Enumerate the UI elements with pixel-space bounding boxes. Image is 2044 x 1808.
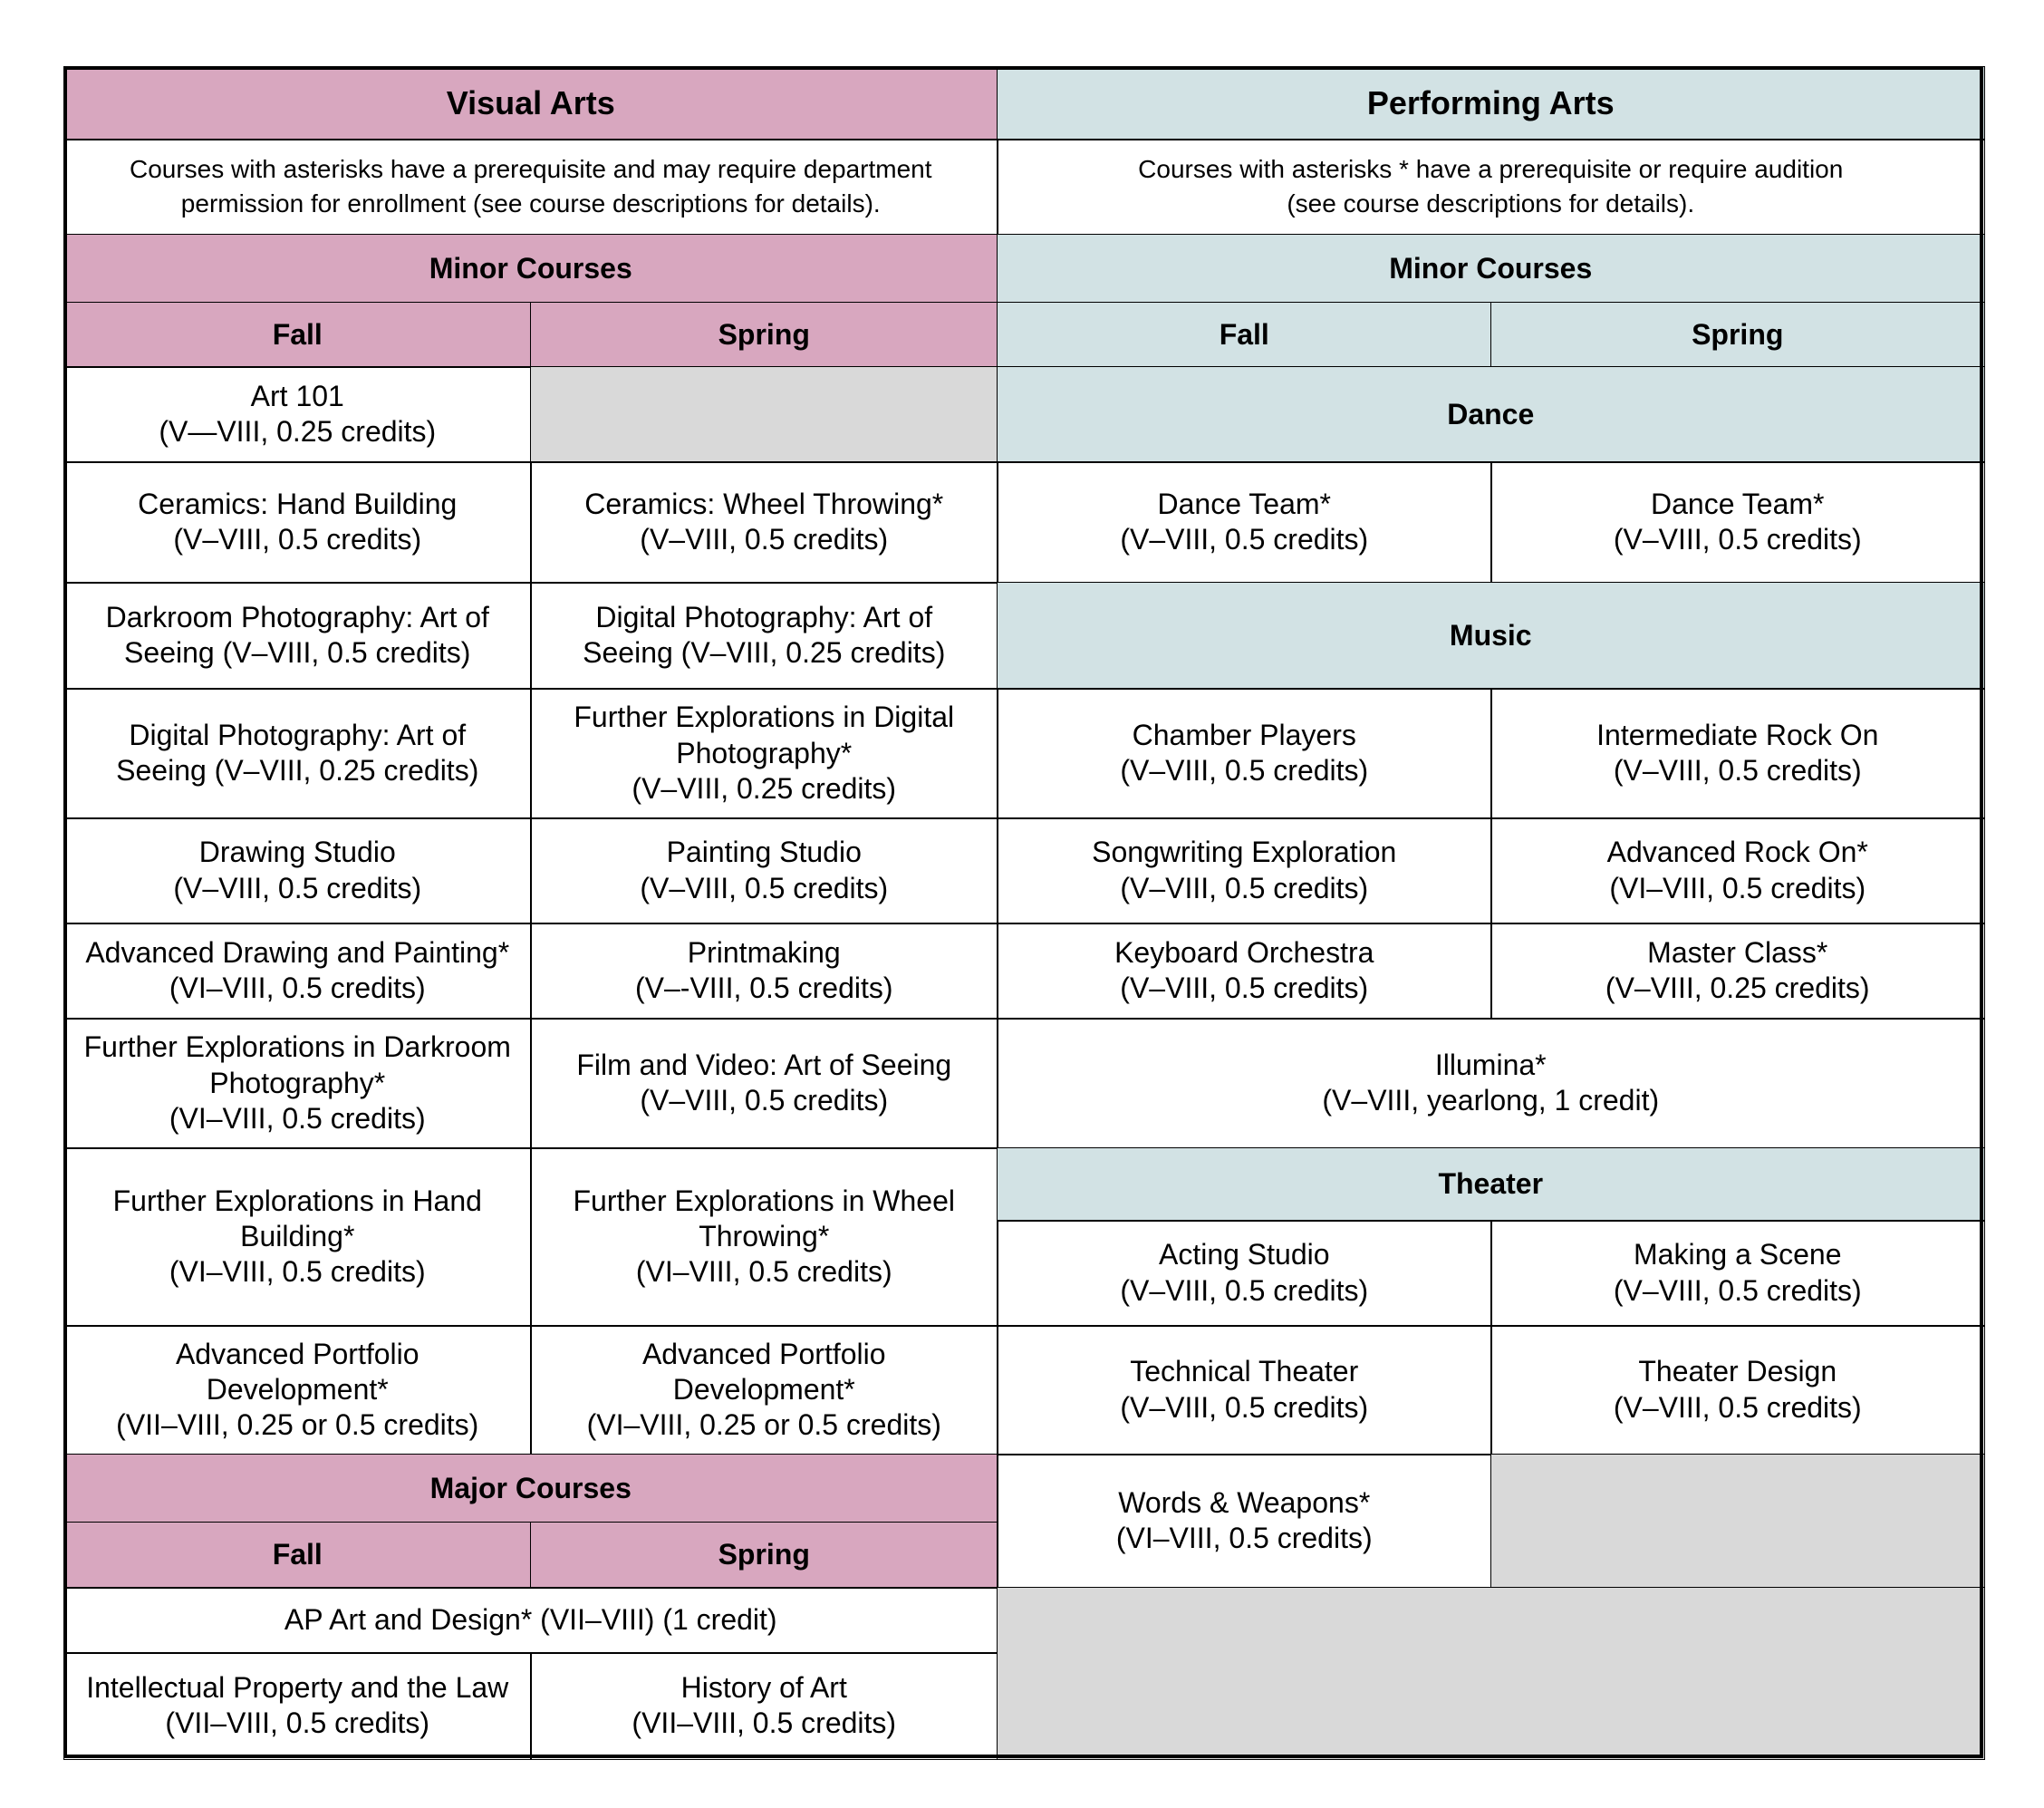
text-line: Advanced Portfolio	[641, 1337, 886, 1370]
text-line: Further Explorations in Darkroom	[83, 1030, 511, 1064]
visual-fall-course	[63, 688, 532, 819]
visual-fall-course	[63, 923, 532, 1020]
text-line: Making a Scene	[1634, 1238, 1842, 1271]
text-line: History of Art	[680, 1670, 847, 1704]
text-line: Fall	[1219, 317, 1269, 351]
visual-spring-course-text	[573, 1184, 955, 1291]
text-line: Spring	[1692, 317, 1784, 351]
visual-fall-course-text	[173, 835, 421, 906]
visual-spring-course-text	[576, 1048, 951, 1119]
text-line: (V–VIII, 0.25 credits)	[1605, 972, 1870, 1005]
text-line: Seeing (V–VIII, 0.5 credits)	[124, 636, 471, 670]
text-line: Words & Weapons*	[1118, 1485, 1371, 1519]
empty-cell	[1490, 1454, 1985, 1589]
text-line: Intermediate Rock On	[1596, 718, 1879, 751]
music-spring-course-text	[1605, 935, 1870, 1007]
visual-spring-header	[530, 302, 998, 368]
text-line: (VII–VIII, 0.25 or 0.5 credits)	[116, 1408, 479, 1442]
text-line: Fall	[272, 1538, 323, 1571]
text-line: Minor Courses	[1389, 251, 1593, 285]
text-line: Digital Photography: Art of	[129, 718, 467, 751]
text-line: Further Explorations in Wheel	[573, 1184, 955, 1217]
performing-arts-note	[997, 139, 1985, 236]
music-spring-course	[1490, 817, 1985, 924]
dance-spring-course-text	[1614, 487, 1862, 558]
visual-spring-header-text	[718, 317, 810, 353]
text-line: Photography*	[209, 1066, 386, 1099]
text-line: Seeing (V–VIII, 0.25 credits)	[116, 754, 479, 788]
text-line: Drawing Studio	[198, 836, 396, 869]
text-line: (VI–VIII, 0.5 credits)	[635, 1255, 892, 1289]
text-line: Advanced Drawing and Painting*	[85, 935, 510, 969]
text-line: Performing Arts	[1366, 83, 1615, 121]
text-line: (V–VIII, 0.5 credits)	[1120, 972, 1369, 1005]
text-line: Development*	[206, 1373, 389, 1407]
visual-spring-course	[530, 923, 998, 1020]
visual-fall-course-text	[138, 487, 457, 558]
theater-spring-course-text	[1614, 1237, 1862, 1309]
dance-spring-course	[1490, 461, 1985, 584]
text-line: Throwing*	[699, 1220, 830, 1253]
text-line: Film and Video: Art of Seeing	[576, 1048, 952, 1081]
performing-minor-header	[997, 234, 1985, 304]
music-spring-course-text	[1607, 835, 1868, 906]
text-line: Theater Design	[1638, 1355, 1837, 1388]
text-line: Painting Studio	[666, 836, 862, 869]
text-line: Dance Team*	[1157, 487, 1331, 520]
text-line: Songwriting Exploration	[1092, 836, 1397, 869]
music-fall-course-text	[1092, 835, 1396, 906]
empty-cell	[997, 1587, 1985, 1760]
text-line: Advanced Rock On*	[1606, 836, 1868, 869]
theater-fall-course	[997, 1454, 1492, 1589]
text-line: Darkroom Photography: Art of	[105, 600, 489, 633]
text-line: (VI–VIII, 0.5 credits)	[169, 1255, 426, 1289]
performing-arts-title-text	[1367, 83, 1615, 123]
performing-fall-header-text	[1220, 317, 1269, 353]
text-line: Major Courses	[429, 1471, 632, 1504]
visual-arts-title-text	[447, 83, 615, 123]
visual-spring-course	[530, 817, 998, 924]
performing-spring-header	[1490, 302, 1985, 368]
visual-fall-course	[63, 1325, 532, 1455]
visual-spring-course-text	[584, 487, 943, 558]
text-line: (VI–VIII, 0.25 or 0.5 credits)	[586, 1408, 941, 1442]
text-line: Theater	[1438, 1167, 1544, 1201]
visual-major-course	[63, 1587, 998, 1654]
visual-major-spring-course	[530, 1652, 998, 1760]
visual-major-header	[63, 1454, 998, 1523]
text-line: Courses with asterisks have a prerequisite and may require department	[129, 154, 932, 183]
text-line: Photography*	[676, 736, 853, 769]
music-spring-course	[1490, 923, 1985, 1020]
visual-major-spring-header	[530, 1522, 998, 1589]
text-line: (V–VIII, 0.5 credits)	[1613, 1390, 1862, 1424]
text-line: (V–VIII, 0.25 credits)	[632, 771, 897, 805]
text-line: (V–VIII, 0.5 credits)	[1613, 754, 1862, 788]
performing-arts-note-text	[1138, 152, 1843, 222]
illumina-course-text	[1322, 1048, 1659, 1119]
text-line: (V–-VIII, 0.5 credits)	[634, 972, 893, 1005]
visual-spring-course	[530, 1018, 998, 1149]
visual-spring-course-text	[640, 835, 888, 906]
text-line: (V–VIII, 0.5 credits)	[640, 871, 889, 904]
performing-spring-header-text	[1692, 317, 1783, 353]
visual-minor-header	[63, 234, 998, 304]
text-line: Ceramics: Hand Building	[138, 487, 458, 520]
visual-fall-course-text	[116, 1337, 478, 1444]
visual-fall-course-text	[113, 1184, 482, 1291]
text-line: (V–VIII, 0.5 credits)	[1120, 754, 1369, 788]
music-header-text	[1450, 618, 1532, 653]
text-line: Dance Team*	[1650, 487, 1825, 520]
text-line: Fall	[272, 317, 323, 351]
text-line: Music	[1449, 618, 1532, 652]
dance-fall-course	[997, 461, 1492, 584]
text-line: Minor Courses	[429, 251, 632, 285]
visual-fall-course	[63, 582, 532, 690]
text-line: (V–VIII, 0.5 credits)	[640, 1084, 889, 1117]
text-line: Development*	[672, 1373, 855, 1407]
visual-spring-course-text	[574, 700, 954, 807]
visual-fall-course	[63, 817, 532, 924]
visual-fall-course	[63, 1147, 532, 1327]
visual-spring-course-text	[587, 1337, 941, 1444]
text-line: (VII–VIII, 0.5 credits)	[165, 1706, 430, 1740]
text-line: (V—VIII, 0.25 credits)	[159, 415, 437, 449]
visual-arts-title	[63, 66, 998, 140]
visual-fall-course-text	[159, 379, 436, 450]
text-line: Building*	[240, 1220, 355, 1253]
illumina-course	[997, 1018, 1985, 1149]
text-line: Master Class*	[1647, 935, 1828, 969]
text-line: (see course descriptions for details).	[1287, 189, 1695, 218]
text-line: Further Explorations in Digital	[574, 701, 955, 734]
text-line: (V–VIII, 0.5 credits)	[1613, 523, 1862, 556]
visual-major-fall-header	[63, 1522, 532, 1589]
theater-spring-course-text	[1614, 1354, 1862, 1426]
visual-fall-header-text	[273, 317, 323, 353]
theater-fall-course-text	[1120, 1354, 1368, 1426]
music-fall-course	[997, 923, 1492, 1020]
text-line: Technical Theater	[1130, 1355, 1359, 1388]
music-fall-course	[997, 817, 1492, 924]
text-line: (V–VIII, 0.5 credits)	[1120, 523, 1369, 556]
text-line: (V–VIII, 0.5 credits)	[1120, 1273, 1369, 1307]
text-line: Printmaking	[687, 935, 841, 969]
text-line: Acting Studio	[1158, 1238, 1330, 1271]
text-line: (VI–VIII, 0.5 credits)	[169, 1101, 426, 1135]
visual-spring-course	[530, 1325, 998, 1455]
theater-header-text	[1438, 1166, 1543, 1202]
visual-fall-course	[63, 1018, 532, 1149]
text-line: Spring	[718, 1538, 810, 1571]
theater-fall-course-text	[1120, 1237, 1368, 1309]
text-line: Illumina*	[1434, 1048, 1547, 1081]
visual-minor-header-text	[429, 251, 632, 286]
music-spring-course	[1490, 688, 1985, 819]
performing-arts-title	[997, 66, 1985, 140]
text-line: permission for enrollment (see course descriptions for details).	[180, 189, 881, 218]
music-header	[997, 582, 1985, 690]
visual-major-header-text	[430, 1471, 632, 1506]
text-line: Further Explorations in Hand	[112, 1184, 482, 1217]
visual-major-spring-header-text	[718, 1537, 810, 1572]
text-line: Advanced Portfolio	[175, 1337, 419, 1370]
text-line: Visual Arts	[446, 83, 615, 121]
visual-fall-header	[63, 302, 532, 368]
visual-spring-course	[530, 688, 998, 819]
visual-major-spring-course-text	[632, 1670, 896, 1742]
text-line: Chamber Players	[1132, 718, 1356, 751]
visual-fall-course-text	[106, 600, 489, 672]
text-line: AP Art and Design* (VII–VIII) (1 credit)	[284, 1603, 777, 1637]
text-line: Courses with asterisks * have a prerequisite or require audition	[1138, 154, 1844, 183]
theater-header	[997, 1147, 1985, 1222]
text-line: Spring	[718, 317, 810, 351]
text-line: (VI–VIII, 0.5 credits)	[1609, 871, 1866, 904]
visual-fall-course	[63, 461, 532, 584]
text-line: (VI–VIII, 0.5 credits)	[169, 972, 426, 1005]
performing-minor-header-text	[1389, 251, 1592, 286]
music-fall-course-text	[1114, 935, 1374, 1007]
visual-fall-course-text	[116, 718, 478, 789]
text-line: Ceramics: Wheel Throwing*	[584, 487, 944, 520]
dance-header-text	[1447, 397, 1534, 432]
theater-fall-course-text	[1116, 1485, 1373, 1557]
visual-spring-course	[530, 1147, 998, 1327]
text-line: (VI–VIII, 0.5 credits)	[1115, 1522, 1373, 1555]
theater-spring-course	[1490, 1325, 1985, 1455]
visual-spring-course	[530, 582, 998, 690]
visual-major-course-text	[284, 1602, 777, 1638]
visual-major-fall-header-text	[273, 1537, 323, 1572]
empty-cell	[530, 366, 998, 463]
music-spring-course-text	[1596, 718, 1878, 789]
text-line: Keyboard Orchestra	[1114, 935, 1374, 969]
text-line: (V–VIII, 0.5 credits)	[1613, 1273, 1862, 1307]
text-line: (V–VIII, yearlong, 1 credit)	[1322, 1084, 1660, 1117]
visual-major-fall-course	[63, 1652, 532, 1760]
visual-fall-course-text	[84, 1030, 511, 1136]
text-line: Seeing (V–VIII, 0.25 credits)	[583, 636, 946, 670]
visual-spring-course	[530, 461, 998, 584]
visual-fall-course-text	[85, 935, 509, 1007]
text-line: Intellectual Property and the Law	[86, 1670, 509, 1704]
theater-fall-course	[997, 1325, 1492, 1455]
visual-major-fall-course-text	[86, 1670, 508, 1742]
visual-arts-note	[63, 139, 998, 236]
text-line: Digital Photography: Art of	[595, 600, 933, 633]
text-line: Dance	[1447, 397, 1535, 430]
visual-spring-course-text	[635, 935, 893, 1007]
text-line: (V–VIII, 0.5 credits)	[173, 523, 422, 556]
dance-fall-course-text	[1120, 487, 1368, 558]
text-line: (V–VIII, 0.5 credits)	[1120, 1390, 1369, 1424]
visual-arts-note-text	[130, 152, 932, 222]
text-line: (V–VIII, 0.5 credits)	[640, 523, 889, 556]
performing-fall-header	[997, 302, 1492, 368]
text-line: (VII–VIII, 0.5 credits)	[632, 1706, 897, 1740]
music-fall-course	[997, 688, 1492, 819]
dance-header	[997, 366, 1985, 463]
visual-fall-course	[63, 366, 532, 463]
text-line: Art 101	[250, 379, 344, 412]
theater-fall-course	[997, 1220, 1492, 1327]
text-line: (V–VIII, 0.5 credits)	[173, 871, 422, 904]
music-fall-course-text	[1120, 718, 1368, 789]
text-line: (V–VIII, 0.5 credits)	[1120, 871, 1369, 904]
visual-spring-course-text	[583, 600, 945, 672]
theater-spring-course	[1490, 1220, 1985, 1327]
